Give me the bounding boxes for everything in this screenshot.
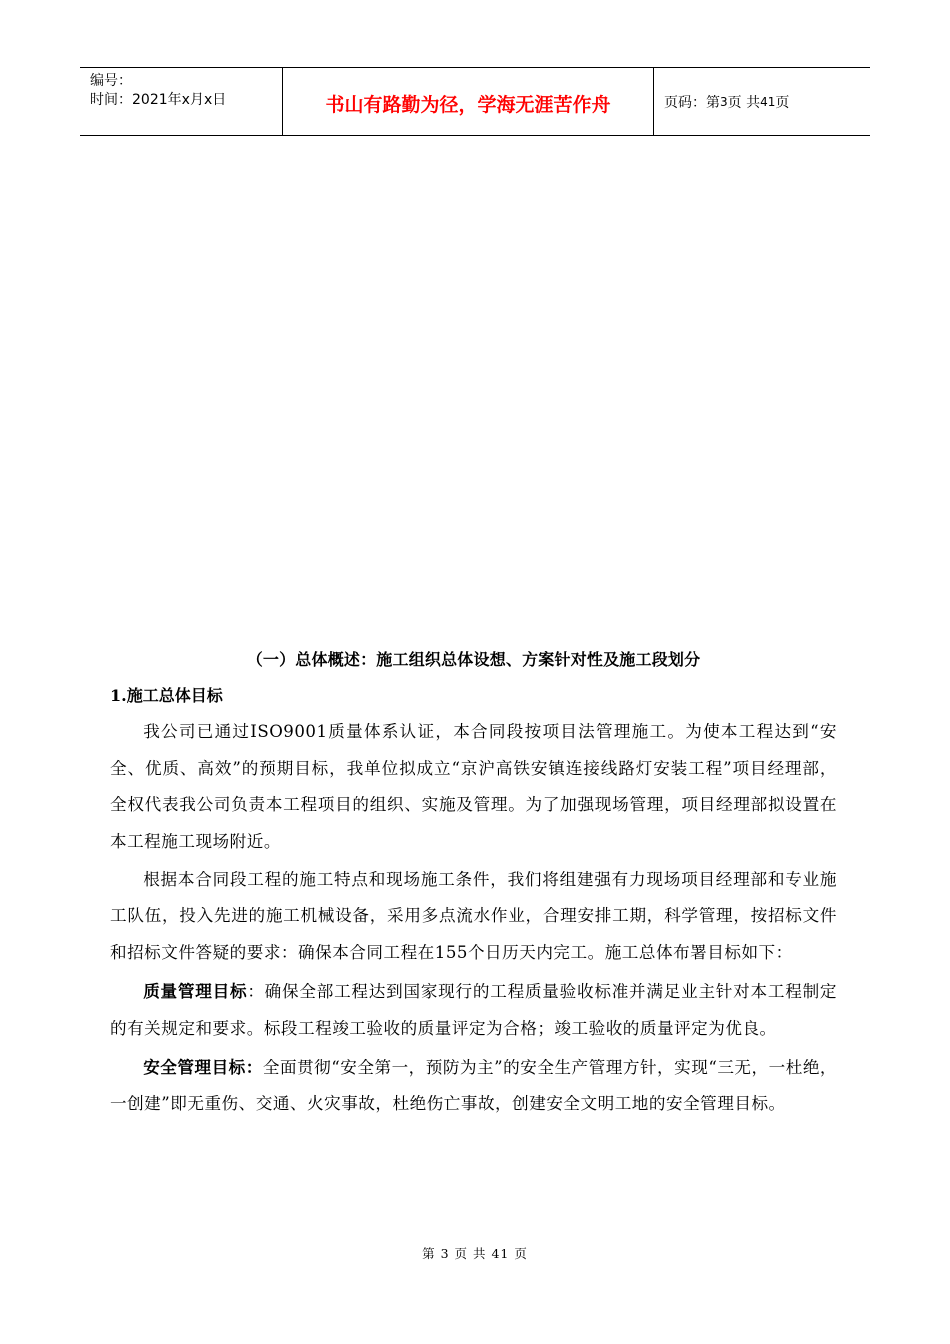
header-page-info: 页码：第 3 页 共 41 页 (664, 94, 790, 111)
document-number-label: 编号： (90, 73, 132, 89)
document-body (110, 642, 837, 1125)
page-footer: 第 3 页 共 41 页 (422, 1246, 528, 1261)
paragraph: 根据本合同段工程的施工特点和现场施工条件，我们将组建强有力现场项目经理部和专业施工队伍，投入先进的施工机械设备，采用多点流水作业，合理安排工期，科学管理，按招标文件和招标文件答疑的要求：确保本合同工程在155个日历天内完工。施工总体布署目标如下： (110, 869, 837, 963)
quality-paragraph (110, 973, 837, 1047)
page-header (80, 67, 870, 136)
safety-label: 安全管理目标： (143, 1056, 263, 1077)
quality-text: ：确保全部工程达到国家现行的工程质量验收标准并满足业主针对本工程制定的有关规定和要求。标段工程竣工验收的质量评定为合格；竣工验收的质量评定为优良。 (110, 982, 838, 1038)
quality-label: 质量管理目标 (143, 981, 248, 1002)
header-motto: 书山有路勤为径，学海无涯苦作舟 (282, 68, 654, 135)
document-date: 时间：2021年x月x日 (90, 92, 227, 108)
paragraph: 我公司已通过ISO9001质量体系认证，本合同段按项目法管理施工。为使本工程达到“安全、优质、高效”的预期目标，我单位拟成立“京沪高铁安镇连接线路灯安装工程”项目经理部，全权代表我公司负责本工程项目的组织、实施及管理。为了加强现场管理，项目经理部拟设置在本工程施工现场附近。 (110, 722, 837, 851)
section-title: （一）总体概述：施工组织总体设想、方案针对性及施工段划分 (246, 650, 701, 669)
header-meta (80, 68, 282, 135)
subsection-title: 1.施工总体目标 (110, 686, 223, 705)
safety-text: 全面贯彻“安全第一，预防为主”的安全生产管理方针，实现“三无，一杜绝，一创建”即无重伤、交通、火灾事故，杜绝伤亡事故，创建安全文明工地的安全管理目标。 (110, 1057, 838, 1114)
safety-paragraph (110, 1049, 837, 1123)
